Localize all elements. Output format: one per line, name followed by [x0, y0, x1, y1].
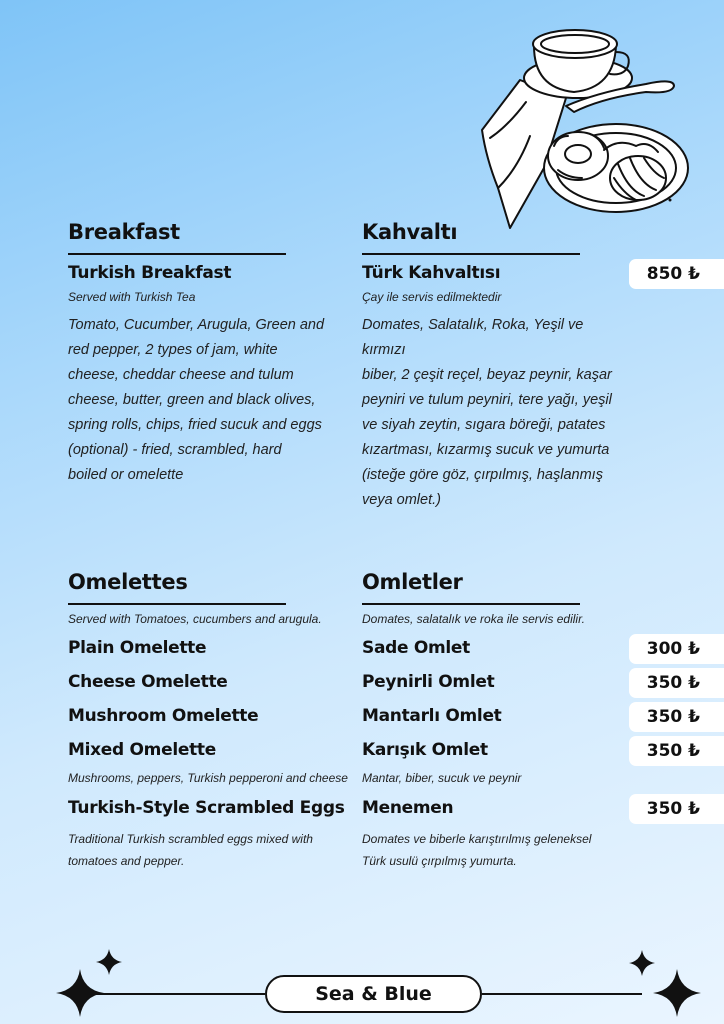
mixed-omelette-note: Mushrooms, peppers, Turkish pepperoni and cheese [68, 771, 348, 785]
breakfast-title: Breakfast [68, 220, 180, 244]
omletler-title: Omletler [362, 570, 463, 594]
scrambled-eggs-description: Traditional Turkish scrambled eggs mixed with tomatoes and pepper. [68, 832, 313, 868]
turk-kahvaltisi-item: Türk Kahvaltısı [362, 263, 501, 283]
omelettes-title-underline [68, 603, 286, 605]
mushroom-omelette-item: Mushroom Omelette [68, 706, 259, 726]
mixed-omelette-price: 350 ₺ [629, 736, 724, 766]
turkish-breakfast-item: Turkish Breakfast [68, 263, 232, 283]
kahvalti-title: Kahvaltı [362, 220, 458, 244]
sade-omlet-item: Sade Omlet [362, 638, 470, 658]
footer-line-left [92, 993, 265, 995]
mushroom-omelette-price: 350 ₺ [629, 702, 724, 732]
breakfast-title-underline [68, 253, 286, 255]
plain-omelette-price: 300 ₺ [629, 634, 724, 664]
sparkle-large-left-icon [55, 968, 105, 1018]
turkish-breakfast-price: 850 ₺ [629, 259, 724, 289]
mixed-omelette-item: Mixed Omelette [68, 740, 216, 760]
scrambled-eggs-price: 350 ₺ [629, 794, 724, 824]
menemen-description: Domates ve biberle karıştırılmış geleneksel Türk usulü çırpılmış yumurta. [362, 832, 592, 868]
karisik-omlet-note: Mantar, biber, sucuk ve peynir [362, 771, 522, 785]
plain-omelette-item: Plain Omelette [68, 638, 207, 658]
cheese-omelette-item: Cheese Omelette [68, 672, 228, 692]
omletler-note: Domates, salatalık ve roka ile servis edilir. [362, 612, 585, 626]
scrambled-eggs-item: Turkish-Style Scrambled Eggs [68, 798, 345, 818]
sparkle-large-right-icon [652, 968, 702, 1018]
peynirli-omlet-item: Peynirli Omlet [362, 672, 495, 692]
omletler-title-underline [362, 603, 580, 605]
kahvalti-title-underline [362, 253, 580, 255]
turkish-breakfast-description: Tomato, Cucumber, Arugula, Green and red pepper, 2 types of jam, white cheese, cheddar cheese and tulum cheese, butter, green and black olives, spring rolls, chips, fried sucuk and eggs (optional) - fried, scrambled, hard boiled or omelette [68, 317, 325, 483]
cheese-omelette-price: 350 ₺ [629, 668, 724, 698]
brand-footer: Sea & Blue [265, 975, 482, 1013]
omelettes-note: Served with Tomatoes, cucumbers and arugula. [68, 612, 322, 626]
omelettes-title: Omelettes [68, 570, 188, 594]
menemen-item: Menemen [362, 798, 454, 818]
turk-kahvaltisi-description: Domates, Salatalık, Roka, Yeşil ve kırmızı biber, 2 çeşit reçel, beyaz peynir, kaşar peyniri ve tulum peyniri, tere yağı, yeşil ve siyah zeytin, sıgara böreği, patates kızartması, kızarmış sucuk ve yumurta (isteğe göre göz, çırpılmış, haşlanmış veya omlet.) [362, 317, 612, 508]
turkish-breakfast-note: Served with Turkish Tea [68, 290, 196, 304]
mantarli-omlet-item: Mantarlı Omlet [362, 706, 502, 726]
karisik-omlet-item: Karışık Omlet [362, 740, 488, 760]
footer-line-right [482, 993, 642, 995]
breakfast-illustration-icon [478, 18, 690, 230]
turk-kahvaltisi-note: Çay ile servis edilmektedir [362, 290, 502, 304]
